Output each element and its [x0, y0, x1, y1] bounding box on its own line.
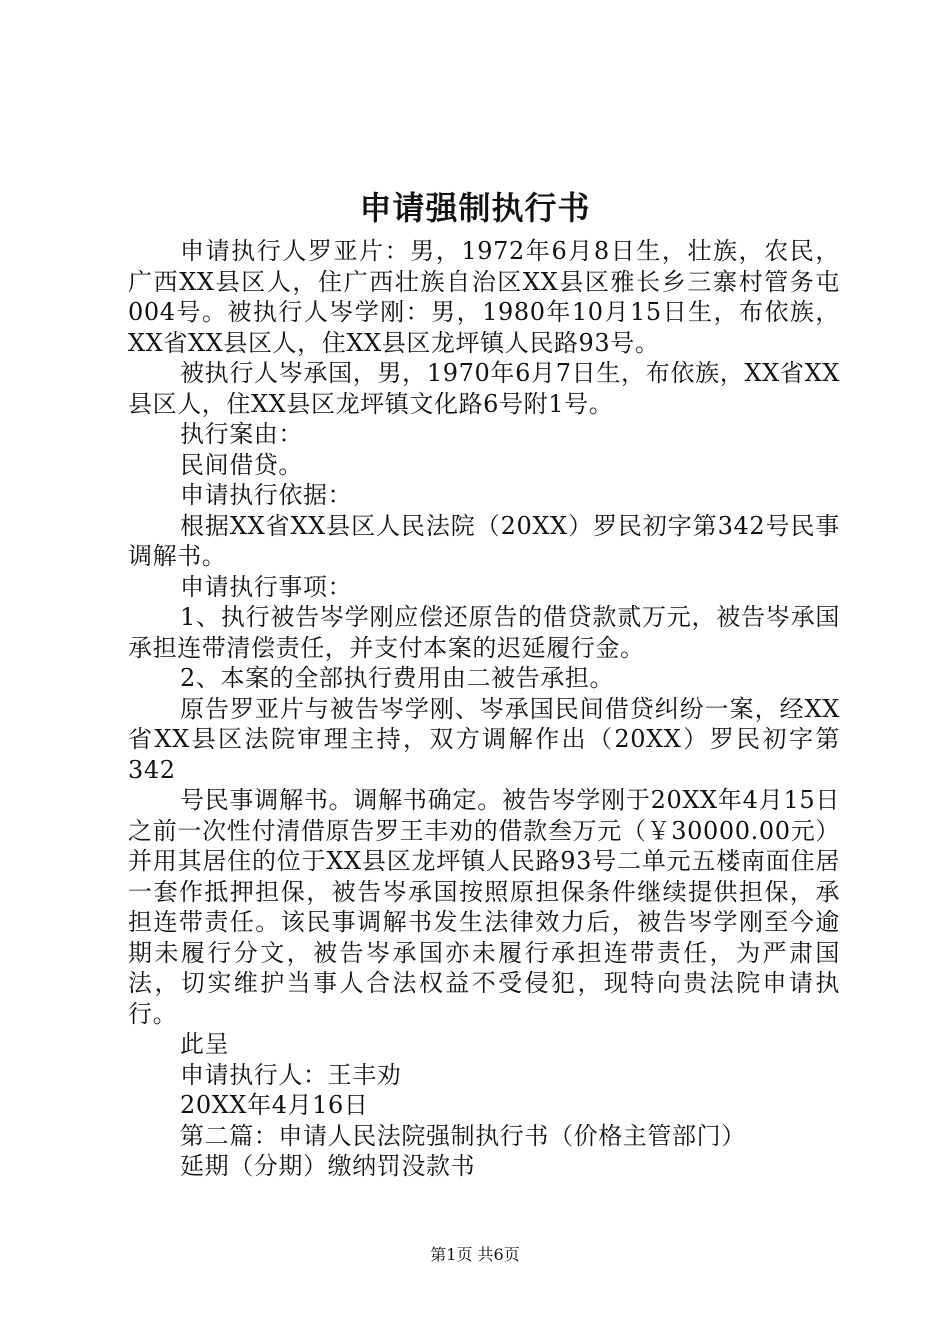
paragraph: 1、执行被告岑学刚应偿还原告的借贷款贰万元，被告岑承国承担连带清偿责任，并支付本案的迟延履行金。 — [128, 603, 840, 662]
paragraph: 民间借贷。 — [180, 450, 303, 479]
paragraph: 申请执行人罗亚片：男，1972年6月8日生，壮族，农民，广西XX县区人，住广西壮族自治区XX县区雅长乡三寨村管务屯004号。被执行人岑学刚：男，1980年10月15日生，布依族，XX省XX县区人，住XX县区龙坪镇人民路93号。 — [128, 237, 840, 357]
document-title: 申请强制执行书 — [359, 189, 591, 227]
paragraph: 申请执行人：王丰劝 — [180, 1060, 402, 1089]
paragraph: 申请执行事项： — [180, 572, 353, 601]
paragraph: 被执行人岑承国，男，1970年6月7日生，布依族，XX省XX县区人，住XX县区龙坪镇文化路6号附1号。 — [128, 359, 840, 418]
document-body — [128, 236, 840, 1182]
paragraph: 申请执行依据： — [180, 481, 353, 509]
page-footer: 第1页 共6页 — [430, 1245, 520, 1264]
paragraph: 根据XX省XX县区人民法院（20XX）罗民初字第342号民事调解书。 — [128, 511, 840, 570]
paragraph: 执行案由： — [180, 420, 303, 448]
paragraph: 延期（分期）缴纳罚没款书 — [180, 1152, 476, 1180]
paragraph: 号民事调解书。调解书确定。被告岑学刚于20XX年4月15日之前一次性付清借原告罗王丰劝的借款叁万元（￥30000.00元）并用其居住的位于XX县区龙坪镇人民路93号二单元五楼南面住居一套作抵押担保，被告岑承国按照原担保条件继续提供担保，承担连带责任。该民事调解书发生法律效力后，被告岑学刚至今逾期未履行分文，被告岑承国亦未履行承担连带责任，为严肃国法，切实维护当事人合法权益不受侵犯，现特向贵法院申请执行。 — [128, 786, 840, 1028]
paragraph: 20XX年4月16日 — [180, 1091, 369, 1119]
paragraph: 此呈 — [180, 1030, 230, 1058]
paragraph: 第二篇：申请人民法院强制执行书（价格主管部门） — [180, 1121, 746, 1150]
paragraph: 2、本案的全部执行费用由二被告承担。 — [180, 664, 615, 692]
paragraph: 原告罗亚片与被告岑学刚、岑承国民间借贷纠纷一案，经XX省XX县区法院审理主持，双方调解作出（20XX）罗民初字第342 — [128, 694, 840, 784]
